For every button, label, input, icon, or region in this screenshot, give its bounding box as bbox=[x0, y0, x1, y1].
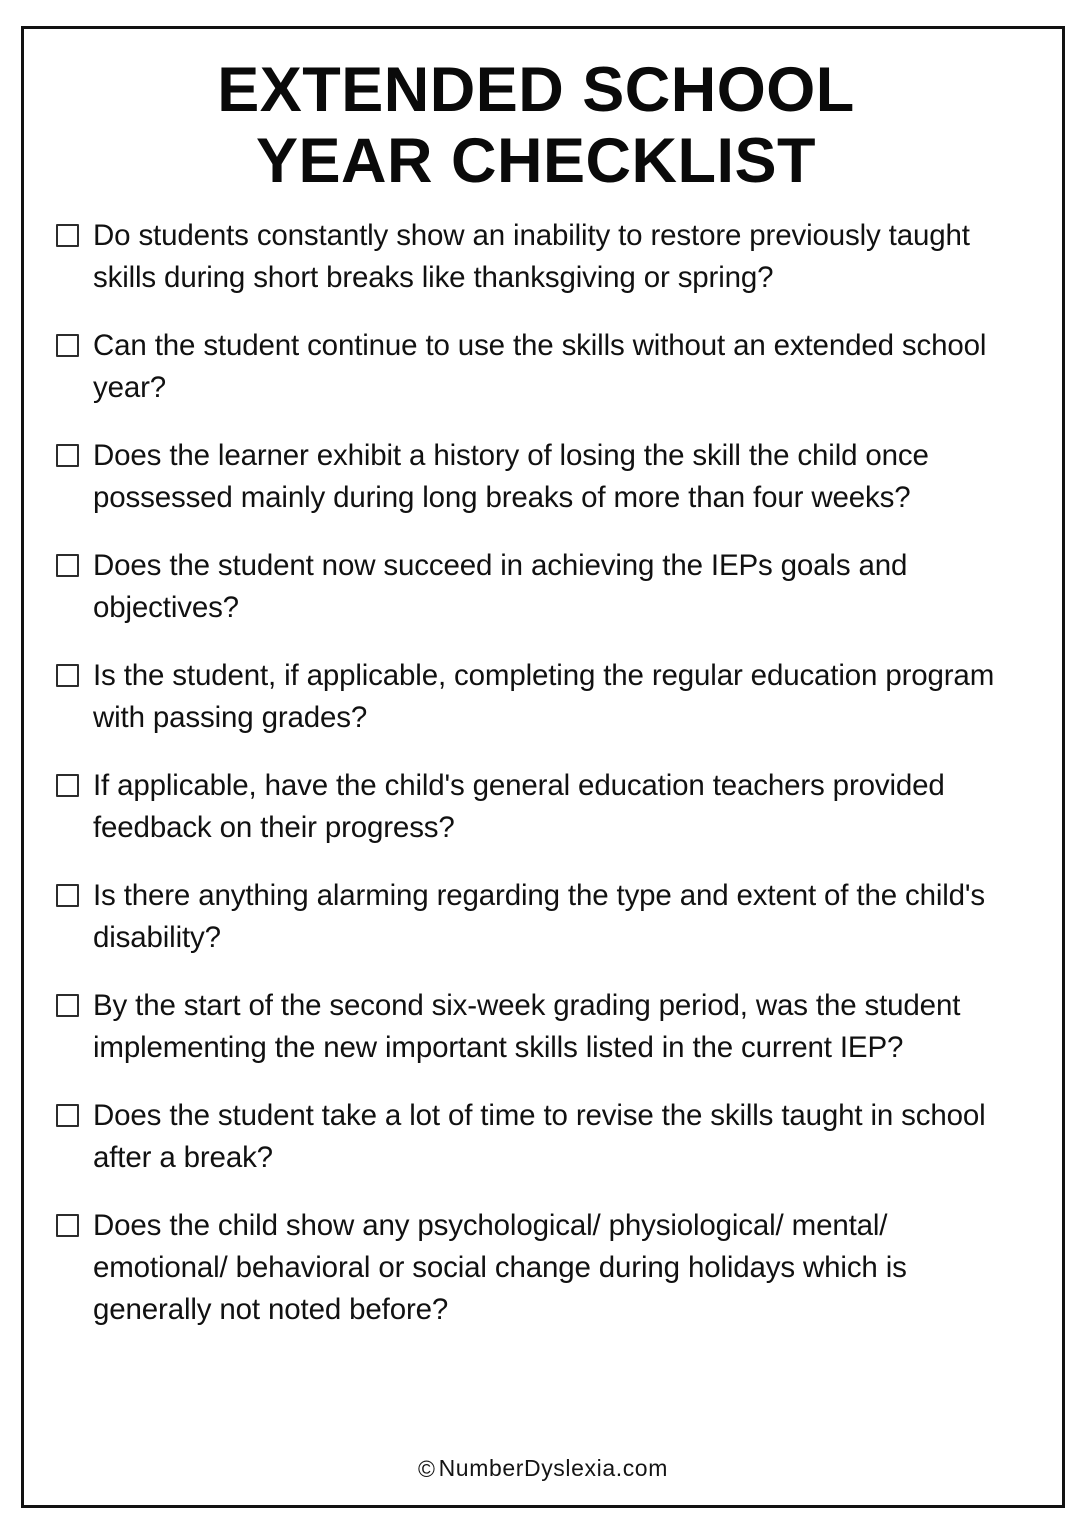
checkbox-icon[interactable] bbox=[56, 884, 79, 907]
checklist-item-label: Does the child show any psychological/ physiological/ mental/ emotional/ behavioral or social change during holidays which is generally not noted before? bbox=[93, 1209, 907, 1327]
checkbox-icon[interactable] bbox=[56, 664, 79, 687]
checkbox-icon[interactable] bbox=[56, 774, 79, 797]
footer-attribution bbox=[24, 1455, 1062, 1483]
checkbox-icon[interactable] bbox=[56, 994, 79, 1017]
checklist-item-label: If applicable, have the child's general education teachers provided feedback on their progress? bbox=[93, 769, 945, 845]
list-item[interactable] bbox=[48, 325, 1024, 409]
checkbox-icon[interactable] bbox=[56, 334, 79, 357]
list-item[interactable] bbox=[48, 655, 1024, 739]
copyright-icon: © bbox=[418, 1456, 436, 1482]
list-item[interactable] bbox=[48, 875, 1024, 959]
checklist-item-label: Can the student continue to use the skills without an extended school year? bbox=[93, 329, 987, 405]
checklist-item-label: Do students constantly show an inability to restore previously taught skills during short breaks like thanksgiving or spring? bbox=[93, 219, 970, 295]
content-area bbox=[24, 29, 1062, 1505]
list-item[interactable] bbox=[48, 545, 1024, 629]
page-title-line-2: YEAR CHECKLIST bbox=[255, 126, 817, 197]
checkbox-icon[interactable] bbox=[56, 554, 79, 577]
checklist-item-label: Does the student now succeed in achieving the IEPs goals and objectives? bbox=[93, 549, 908, 625]
checkbox-icon[interactable] bbox=[56, 1214, 79, 1237]
list-item[interactable] bbox=[48, 435, 1024, 519]
checklist-item-label: By the start of the second six-week grading period, was the student implementing the new important skills listed in the current IEP? bbox=[93, 989, 961, 1065]
checkbox-icon[interactable] bbox=[56, 444, 79, 467]
checklist-item-label: Is there anything alarming regarding the type and extent of the child's disability? bbox=[93, 879, 986, 955]
page-title-line-1: EXTENDED SCHOOL bbox=[217, 55, 855, 125]
site-name-label: NumberDyslexia.com bbox=[438, 1455, 668, 1481]
checkbox-icon[interactable] bbox=[56, 1104, 79, 1127]
list-item[interactable] bbox=[48, 765, 1024, 849]
printable-border-frame bbox=[21, 26, 1065, 1508]
checklist-item-label: Does the student take a lot of time to revise the skills taught in school after a break? bbox=[93, 1099, 986, 1175]
page-title bbox=[48, 55, 1024, 197]
list-item[interactable] bbox=[48, 1095, 1024, 1179]
list-item[interactable] bbox=[48, 1205, 1024, 1331]
checklist bbox=[48, 215, 1024, 1331]
list-item[interactable] bbox=[48, 985, 1024, 1069]
list-item[interactable] bbox=[48, 215, 1024, 299]
checklist-item-label: Does the learner exhibit a history of losing the skill the child once possessed mainly during long breaks of more than four weeks? bbox=[93, 439, 929, 515]
checklist-item-label: Is the student, if applicable, completing the regular education program with passing grades? bbox=[93, 659, 995, 735]
checkbox-icon[interactable] bbox=[56, 224, 79, 247]
